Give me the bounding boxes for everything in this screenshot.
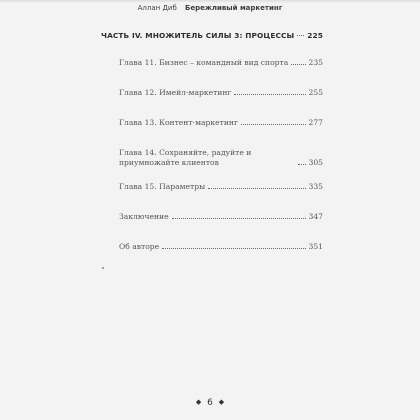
diamond-icon: ◆ [218,398,225,406]
part-title: ЧАСТЬ IV. МНОЖИТЕЛЬ СИЛЫ 3: ПРОЦЕССЫ [101,31,295,40]
toc-entry-page: 351 [308,242,323,251]
running-header [0,4,420,12]
dot-leader [172,218,306,219]
dot-leader [291,64,305,65]
part-page-number: 225 [307,31,323,40]
toc-entry [119,182,323,192]
toc-part-heading [101,31,323,40]
toc-entry [119,242,323,252]
toc-entry-label: Глава 12. Имейл-маркетинг [119,88,232,97]
toc-entry-page: 235 [308,58,323,67]
toc-entry-label: Глава 15. Параметры [119,182,206,191]
toc-entry [119,88,323,98]
toc-entry-page: 305 [308,158,323,167]
dot-leader [162,248,305,249]
page-footer [0,398,420,408]
dot-leader [208,188,305,189]
dot-leader [234,94,305,95]
toc-entry [119,212,323,222]
table-of-contents [101,31,323,272]
toc-entry [119,118,323,128]
toc-entry-label: Заключение [119,212,169,221]
dot-leader [297,35,304,36]
page-number: 6 [207,398,213,408]
header-book-title: Бережливый маркетинг [185,4,283,12]
dot-leader [298,164,306,165]
diamond-icon: ◆ [195,398,202,406]
toc-entry [119,58,323,68]
dot-leader [241,124,306,125]
toc-entry [119,148,323,168]
toc-entry-label: Глава 11. Бизнес – командный вид спорта [119,58,289,67]
header-author: Аллан Диб [137,4,177,12]
toc-entry-label: Об авторе [119,242,160,251]
toc-entry-page: 335 [308,182,323,191]
toc-entry-page: 277 [308,118,323,127]
paper-speck [102,267,104,269]
toc-entry-label: Глава 14. Сохраняйте, радуйте и приумножайте клиентов [119,148,252,167]
toc-entry-label: Глава 13. Контент-маркетинг [119,118,238,127]
toc-entry-page: 255 [308,88,323,97]
toc-entry-page: 347 [308,212,323,221]
